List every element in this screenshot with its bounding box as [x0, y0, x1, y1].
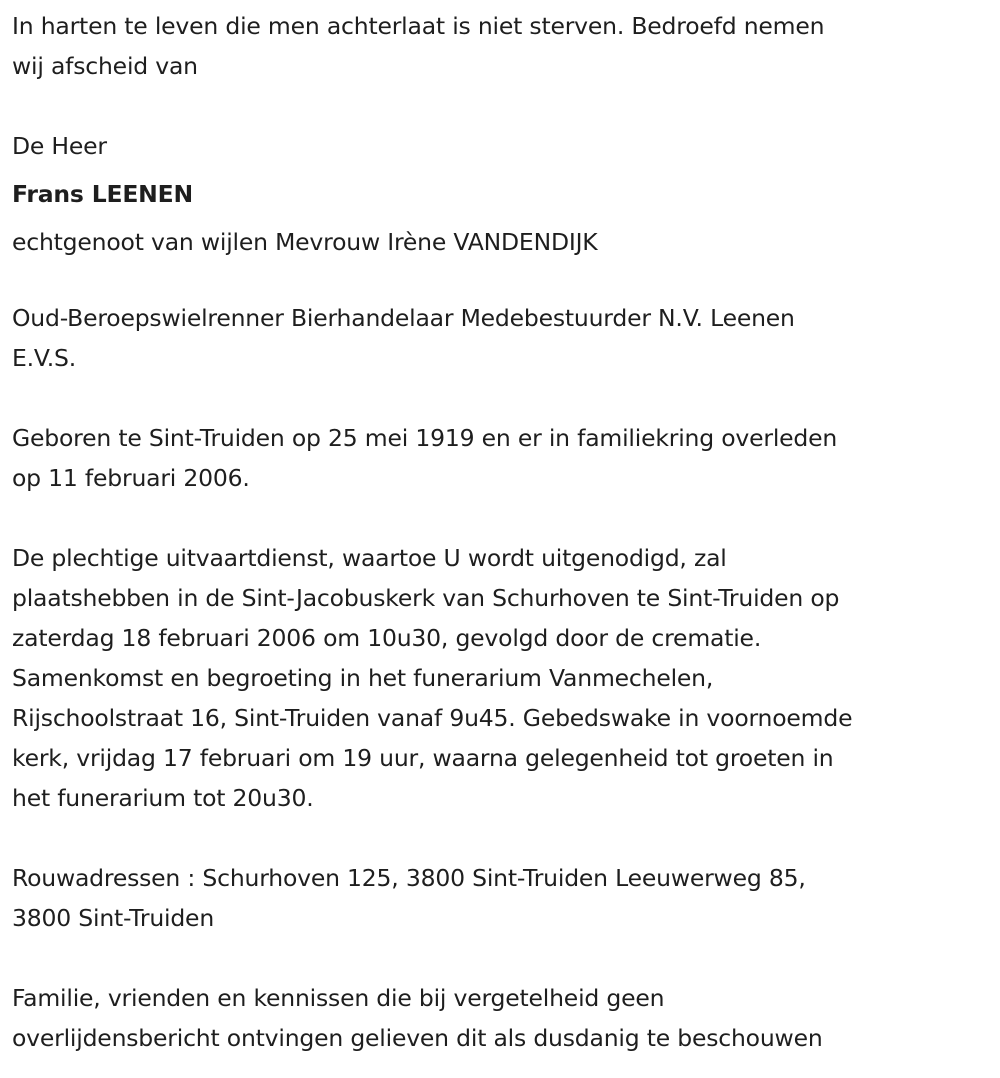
closing-paragraph — [12, 978, 1000, 1058]
text-line: E.V.S. — [12, 344, 77, 372]
text-line: plaatshebben in de Sint-Jacobuskerk van Schurhoven te Sint-Truiden op — [12, 584, 840, 612]
text-line: Rouwadressen : Schurhoven 125, 3800 Sint-Truiden Leeuwerweg 85, — [12, 864, 806, 892]
text-line: In harten te leven die men achterlaat is niet sterven. Bedroefd nemen — [12, 12, 825, 40]
birth-death-paragraph — [12, 418, 1000, 498]
text-line: op 11 februari 2006. — [12, 464, 250, 492]
text-line: Familie, vrienden en kennissen die bij vergetelheid geen — [12, 984, 665, 1012]
text-line: wij afscheid van — [12, 52, 198, 80]
funeral-paragraph — [12, 538, 1000, 818]
text-line: Oud-Beroepswielrenner Bierhandelaar Medebestuurder N.V. Leenen — [12, 304, 795, 332]
text-line: Geboren te Sint-Truiden op 25 mei 1919 en er in familiekring overleden — [12, 424, 838, 452]
deceased-name: Frans LEENEN — [12, 180, 193, 208]
text-line: 3800 Sint-Truiden — [12, 904, 215, 932]
spouse-line: echtgenoot van wijlen Mevrouw Irène VANDENDIJK — [12, 228, 598, 256]
text-line: kerk, vrijdag 17 februari om 19 uur, waarna gelegenheid tot groeten in — [12, 744, 834, 772]
text-line: Rijschoolstraat 16, Sint-Truiden vanaf 9u45. Gebedswake in voornoemde — [12, 704, 853, 732]
text-line: Samenkomst en begroeting in het funerarium Vanmechelen, — [12, 664, 714, 692]
text-line: zaterdag 18 februari 2006 om 10u30, gevolgd door de crematie. — [12, 624, 762, 652]
addresses-paragraph — [12, 858, 1000, 938]
profession-paragraph — [12, 298, 1000, 378]
honorific: De Heer — [12, 132, 107, 160]
deceased-block — [12, 122, 1000, 266]
intro-paragraph — [12, 6, 1000, 86]
text-line: De plechtige uitvaartdienst, waartoe U wordt uitgenodigd, zal — [12, 544, 727, 572]
text-line: overlijdensbericht ontvingen gelieven dit als dusdanig te beschouwen — [12, 1024, 823, 1052]
text-line: het funerarium tot 20u30. — [12, 784, 314, 812]
